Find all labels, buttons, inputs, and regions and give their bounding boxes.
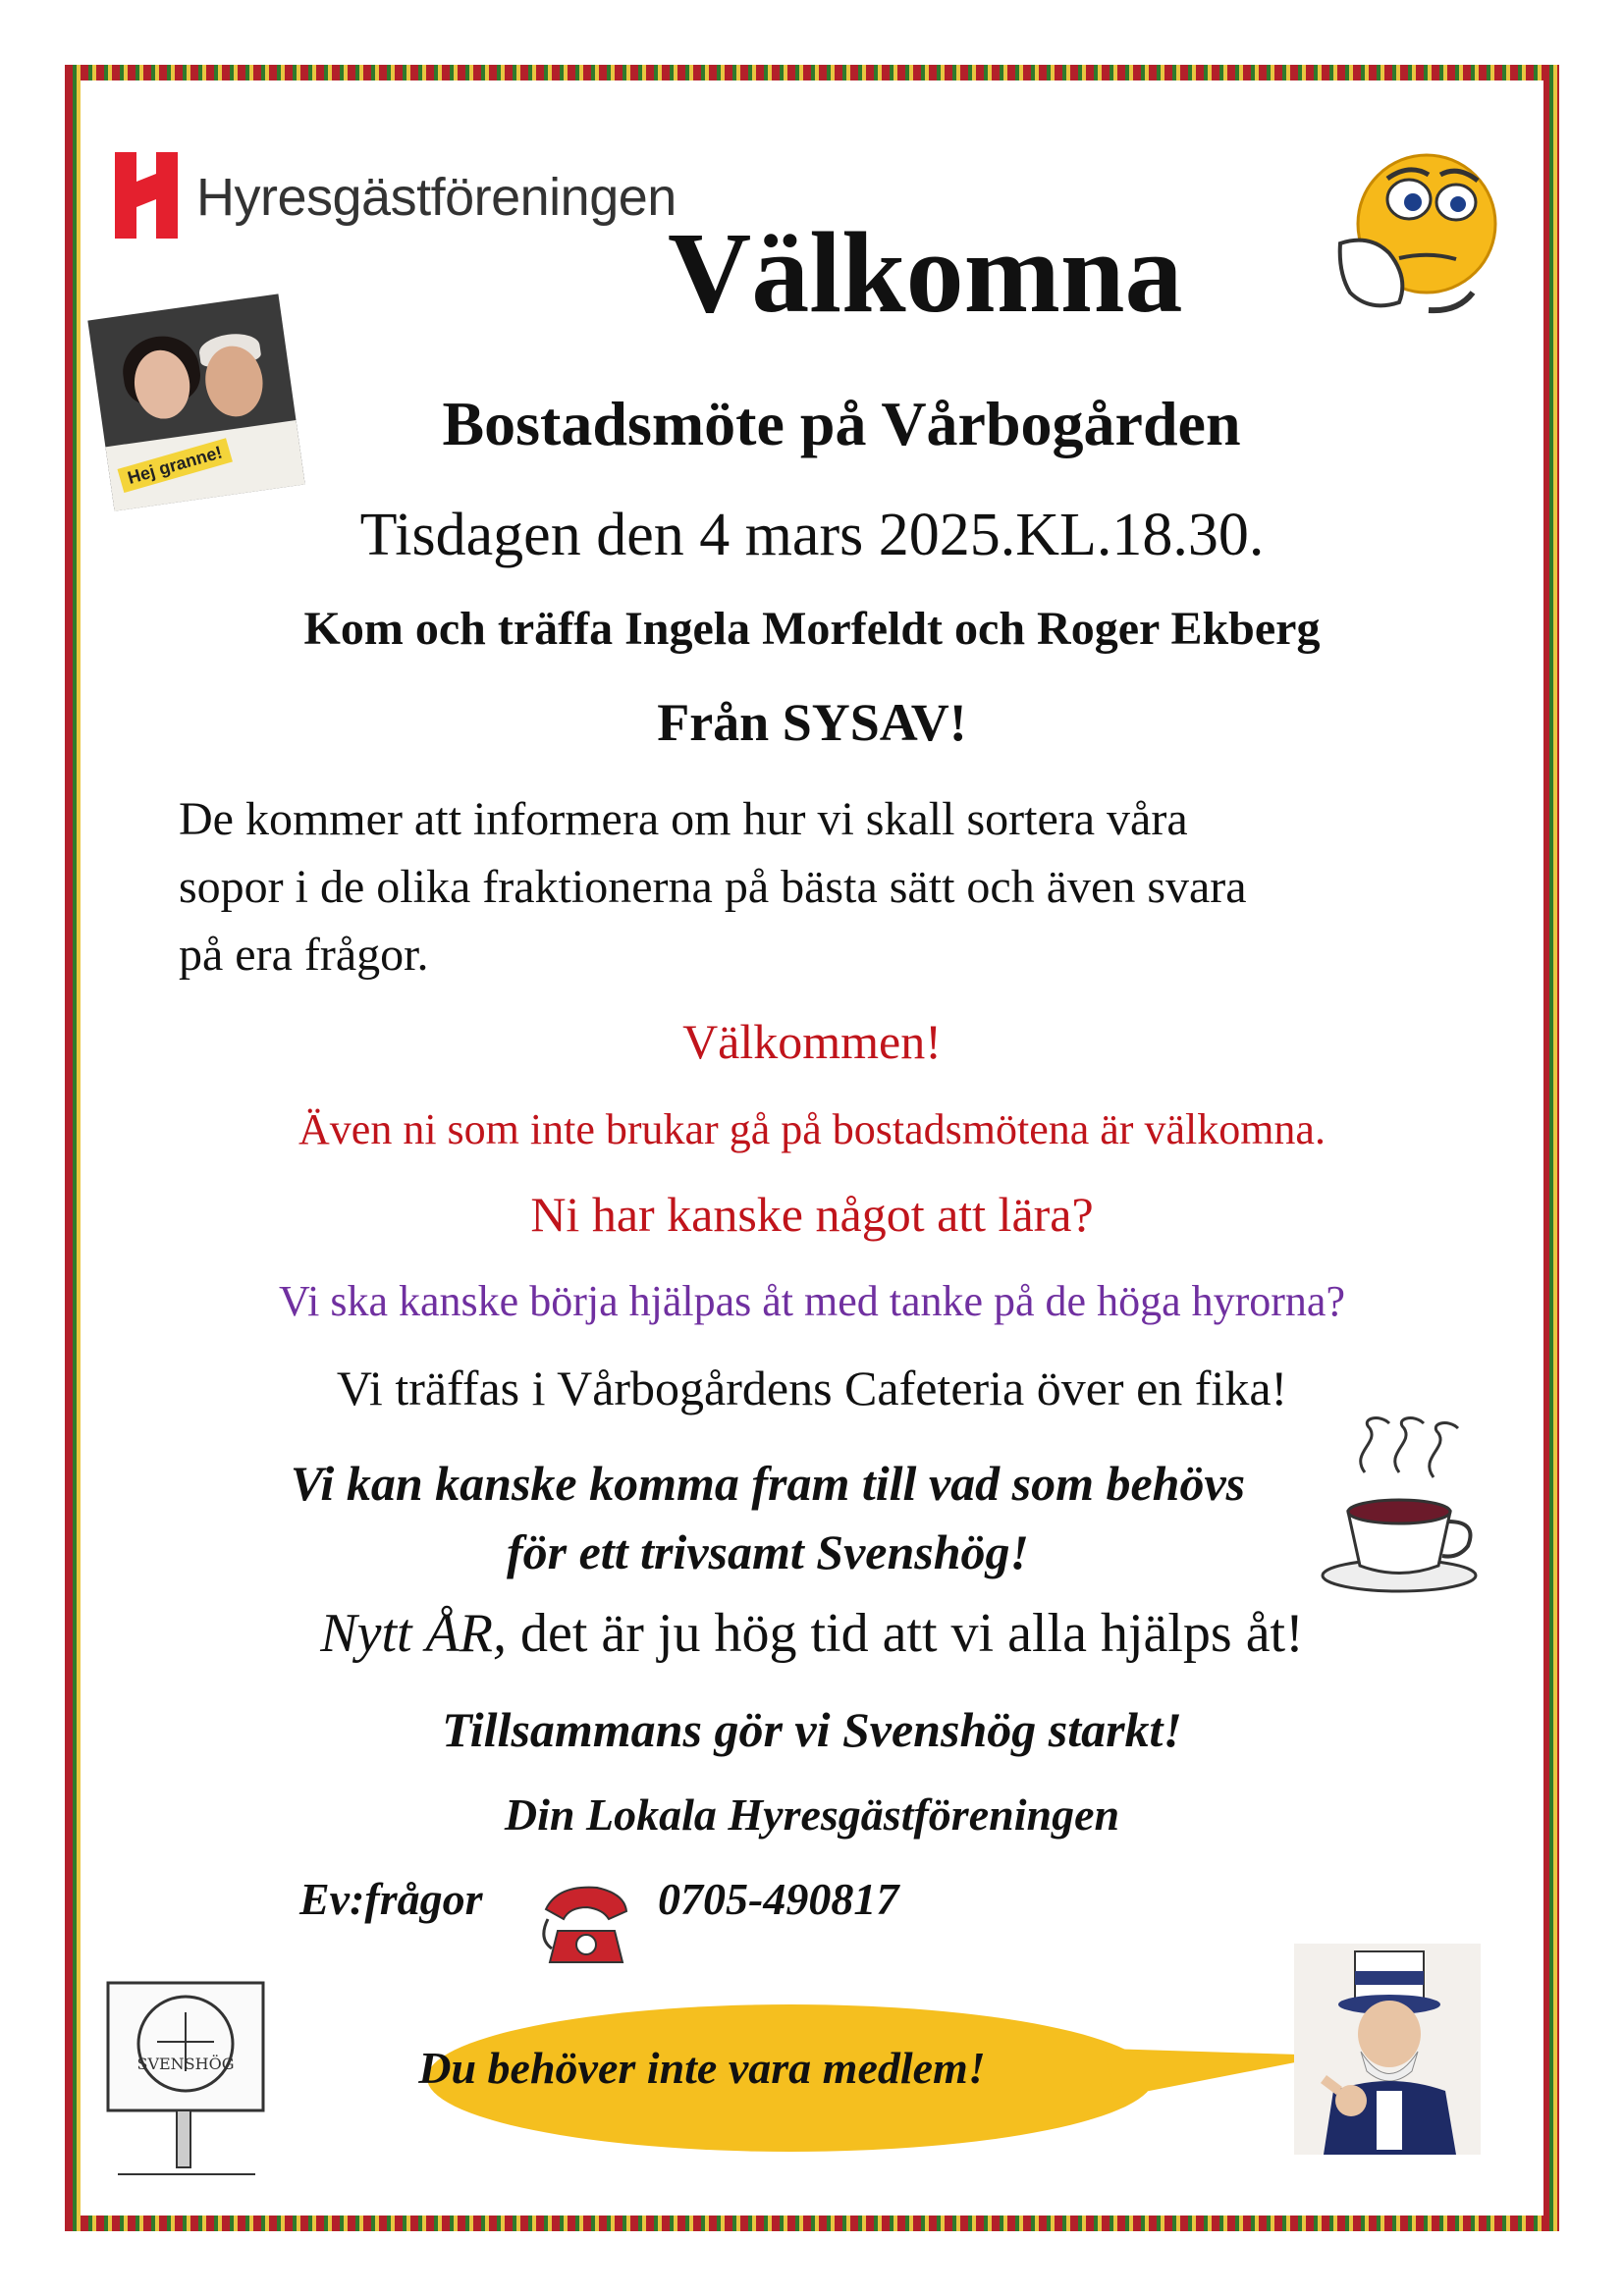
come-line: Vi kan kanske komma fram till vad som behövs — [290, 1456, 1246, 1511]
thinking-smiley-icon — [1330, 145, 1507, 317]
meeting-date: Tisdagen den 4 mars 2025.KL.18.30. — [359, 502, 1265, 568]
new-year-text — [0, 1602, 1624, 1665]
together-text: Tillsammans gör vi Svenshög starkt! — [442, 1702, 1182, 1757]
welcome-text: Välkommen! — [682, 1014, 942, 1069]
svenshog-sign-icon — [98, 1973, 275, 2179]
org-name: Hyresgästföreningen — [196, 168, 677, 227]
cafe-text: Vi träffas i Vårbogårdens Cafeteria över en fika! — [336, 1361, 1288, 1415]
hyresgastforeningen-logo-icon — [115, 152, 178, 239]
learn-text: Ni har kanske något att lära? — [530, 1187, 1094, 1242]
sign-text: SVENSHÖG — [136, 2055, 235, 2073]
coffee-cup-icon — [1321, 1414, 1488, 1595]
uncle-sam-icon — [1294, 1944, 1481, 2155]
meeting-title: Bostadsmöte på Vårbogården — [442, 389, 1241, 458]
new-year-italic: Nytt ÅR, — [320, 1603, 507, 1664]
phone-number: 0705-490817 — [658, 1874, 899, 1924]
telephone-icon — [538, 1880, 632, 1970]
not-member-text: Du behöver inte vara medlem! — [418, 2043, 986, 2093]
info-paragraph — [179, 785, 1455, 988]
info-line: på era frågor. — [179, 929, 429, 981]
even-nonattendees-text: Även ni som inte brukar gå på bostadsmötena är välkomna. — [298, 1105, 1326, 1153]
meet-speakers: Kom och träffa Ingela Morfeldt och Roger Ekberg — [303, 603, 1321, 655]
page-title: Välkomna — [668, 208, 1183, 337]
info-line: sopor i de olika fraktionerna på bästa sätt och även svara — [179, 861, 1247, 913]
photo-caption: Hej granne! — [117, 438, 232, 493]
come-line: för ett trivsamt Svenshög! — [507, 1524, 1029, 1579]
new-year-rest: det är ju hög tid att vi alla hjälps åt! — [506, 1603, 1304, 1664]
help-rent-text: Vi ska kanske börja hjälpas åt med tanke på de höga hyrorna? — [279, 1277, 1345, 1325]
questions-label: Ev:frågor — [299, 1874, 483, 1924]
info-line: De kommer att informera om hur vi skall sortera våra — [179, 793, 1188, 845]
local-org-text: Din Lokala Hyresgästföreningen — [504, 1789, 1120, 1840]
from-sysav: Från SYSAV! — [657, 693, 967, 752]
